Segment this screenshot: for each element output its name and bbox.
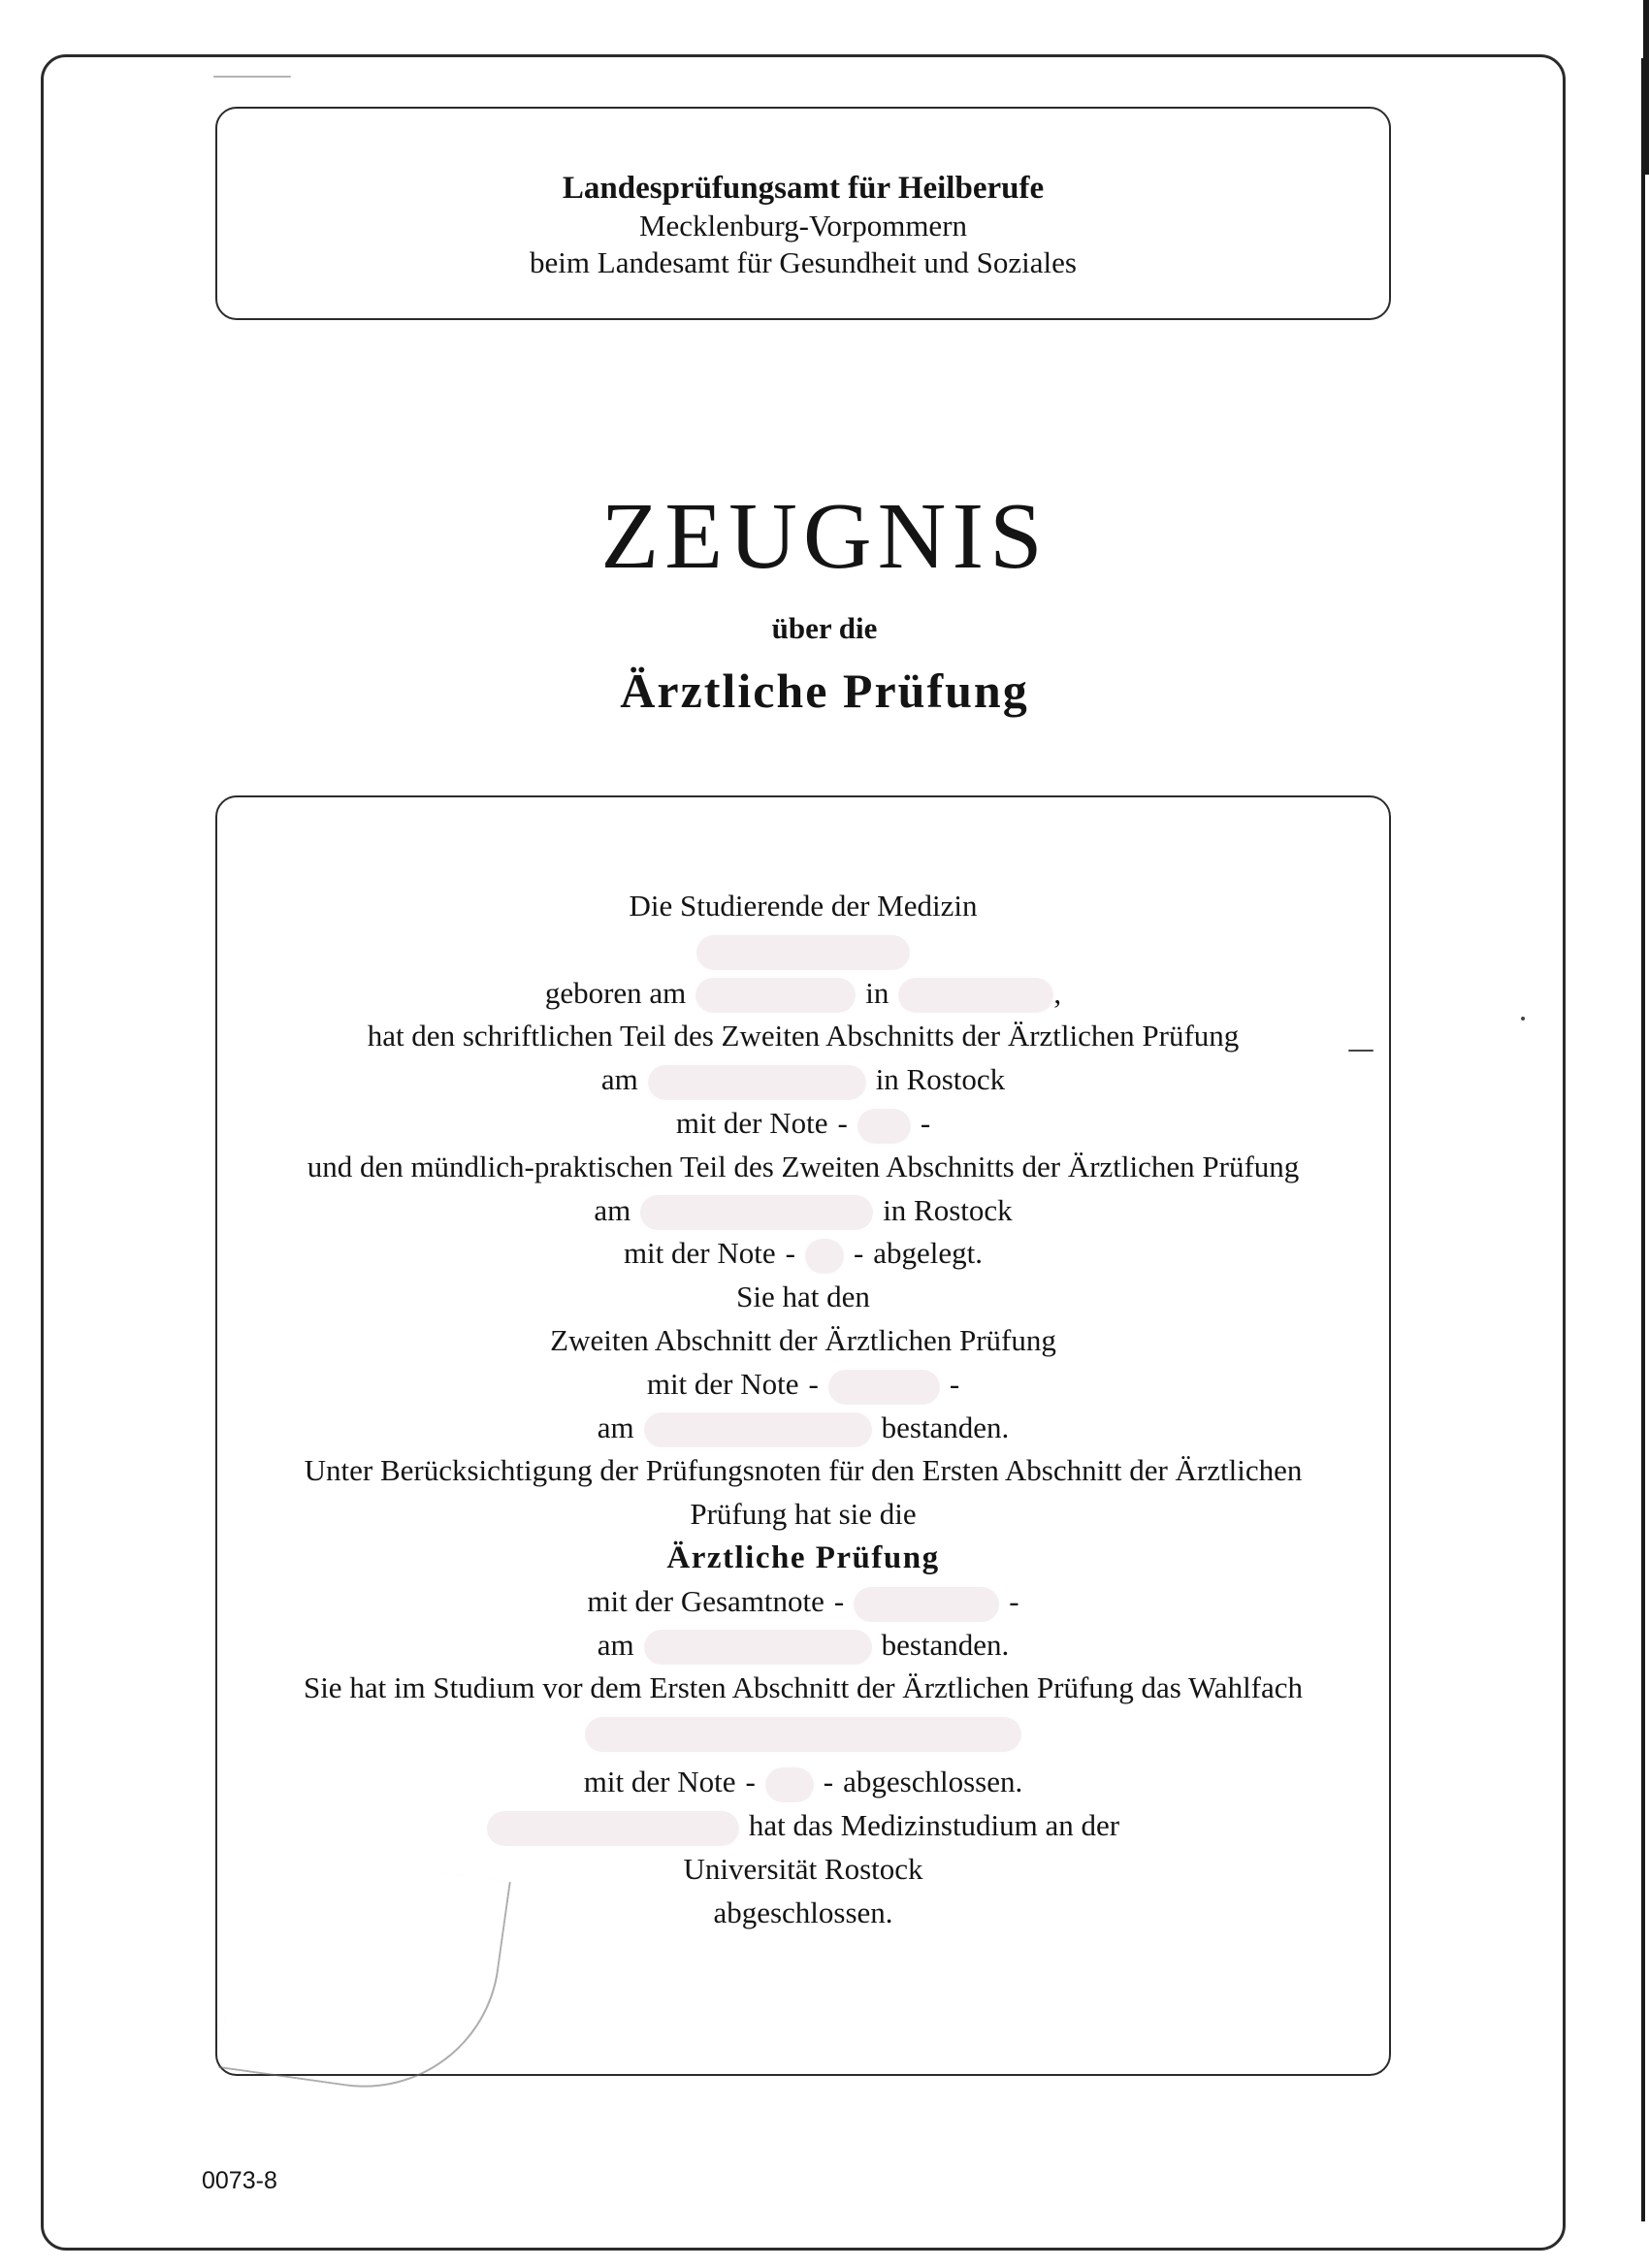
- overall-date-line: am bestanden.: [215, 1624, 1391, 1668]
- exam-bold-line: Ärztliche Prüfung: [666, 1539, 940, 1575]
- redacted-written-grade: [857, 1109, 911, 1144]
- written-grade-line: mit der Note - -: [215, 1102, 1391, 1146]
- redacted-elective-grade: [765, 1767, 814, 1802]
- oral-part-line: und den mündlich-praktischen Teil des Zweiten Abschnitts der Ärztlichen Prüfung: [307, 1149, 1300, 1183]
- studied-line: hat das Medizinstudium an der: [215, 1804, 1391, 1848]
- issuer-region: Mecklenburg-Vorpommern: [638, 209, 968, 243]
- oral-grade-line: mit der Note - - abgelegt.: [215, 1232, 1391, 1276]
- issuer-authority: beim Landesamt für Gesundheit und Soziales: [530, 245, 1077, 279]
- redacted-overall-date: [644, 1630, 872, 1665]
- document-subtitle: über die: [771, 611, 878, 645]
- page-edge-shadow: [1641, 58, 1645, 2221]
- completed-final-line: abgeschlossen.: [713, 1895, 893, 1929]
- second-section-date-line: am bestanden.: [215, 1407, 1391, 1450]
- redacted-elective-subject: [585, 1717, 1021, 1752]
- second-section-grade-line: mit der Note - -: [215, 1363, 1391, 1407]
- elective-line: Sie hat im Studium vor dem Ersten Abschnitt der Ärztlichen Prüfung das Wahlfach: [303, 1670, 1304, 1705]
- oral-date-line: am in Rostock: [215, 1189, 1391, 1233]
- redacted-birth-date: [695, 978, 856, 1013]
- written-date-line: am in Rostock: [215, 1058, 1391, 1102]
- redacted-oral-grade: [805, 1239, 844, 1274]
- document-title: ZEUGNIS: [600, 484, 1049, 589]
- scan-speck: [213, 76, 291, 78]
- document-code: 0073-8: [202, 2167, 277, 2194]
- redacted-written-date: [648, 1065, 866, 1100]
- birth-line: geboren am in ,: [215, 972, 1391, 1016]
- certificate-text: [215, 885, 1391, 1934]
- exam-title: Ärztliche Prüfung: [620, 664, 1029, 718]
- name-line: [215, 928, 1391, 972]
- redacted-second-section-grade: [828, 1370, 940, 1405]
- second-section-line: Zweiten Abschnitt der Ärztlichen Prüfung: [550, 1322, 1056, 1357]
- elective-grade-line: mit der Note - - abgeschlossen.: [215, 1761, 1391, 1804]
- university-line: Universität Rostock: [683, 1851, 923, 1886]
- written-part-line: hat den schriftlichen Teil des Zweiten Abschnitts der Ärztlichen Prüfung: [367, 1019, 1240, 1053]
- scan-speck: [1521, 1017, 1525, 1021]
- elective-name-line: [215, 1710, 1391, 1761]
- intro-line: Die Studierende der Medizin: [629, 889, 978, 923]
- issuer-box: [215, 107, 1391, 320]
- scan-speck: [1348, 1050, 1374, 1052]
- redacted-overall-grade: [854, 1587, 999, 1622]
- redacted-birth-place: [898, 978, 1053, 1013]
- overall-grade-line: mit der Gesamtnote - -: [215, 1580, 1391, 1624]
- exam-she-has-line: Prüfung hat sie die: [690, 1497, 917, 1532]
- redacted-name: [696, 935, 910, 970]
- issuer-name: Landesprüfungsamt für Heilberufe: [562, 171, 1045, 206]
- she-has-line: Sie hat den: [736, 1280, 870, 1314]
- page-edge-shadow-top: [1643, 0, 1649, 175]
- redacted-name-repeat: [487, 1811, 739, 1846]
- considering-line: Unter Berücksichtigung der Prüfungsnoten für den Ersten Abschnitt der Ärztlichen: [304, 1453, 1303, 1488]
- redacted-oral-date: [640, 1195, 873, 1230]
- redacted-second-section-date: [644, 1412, 872, 1447]
